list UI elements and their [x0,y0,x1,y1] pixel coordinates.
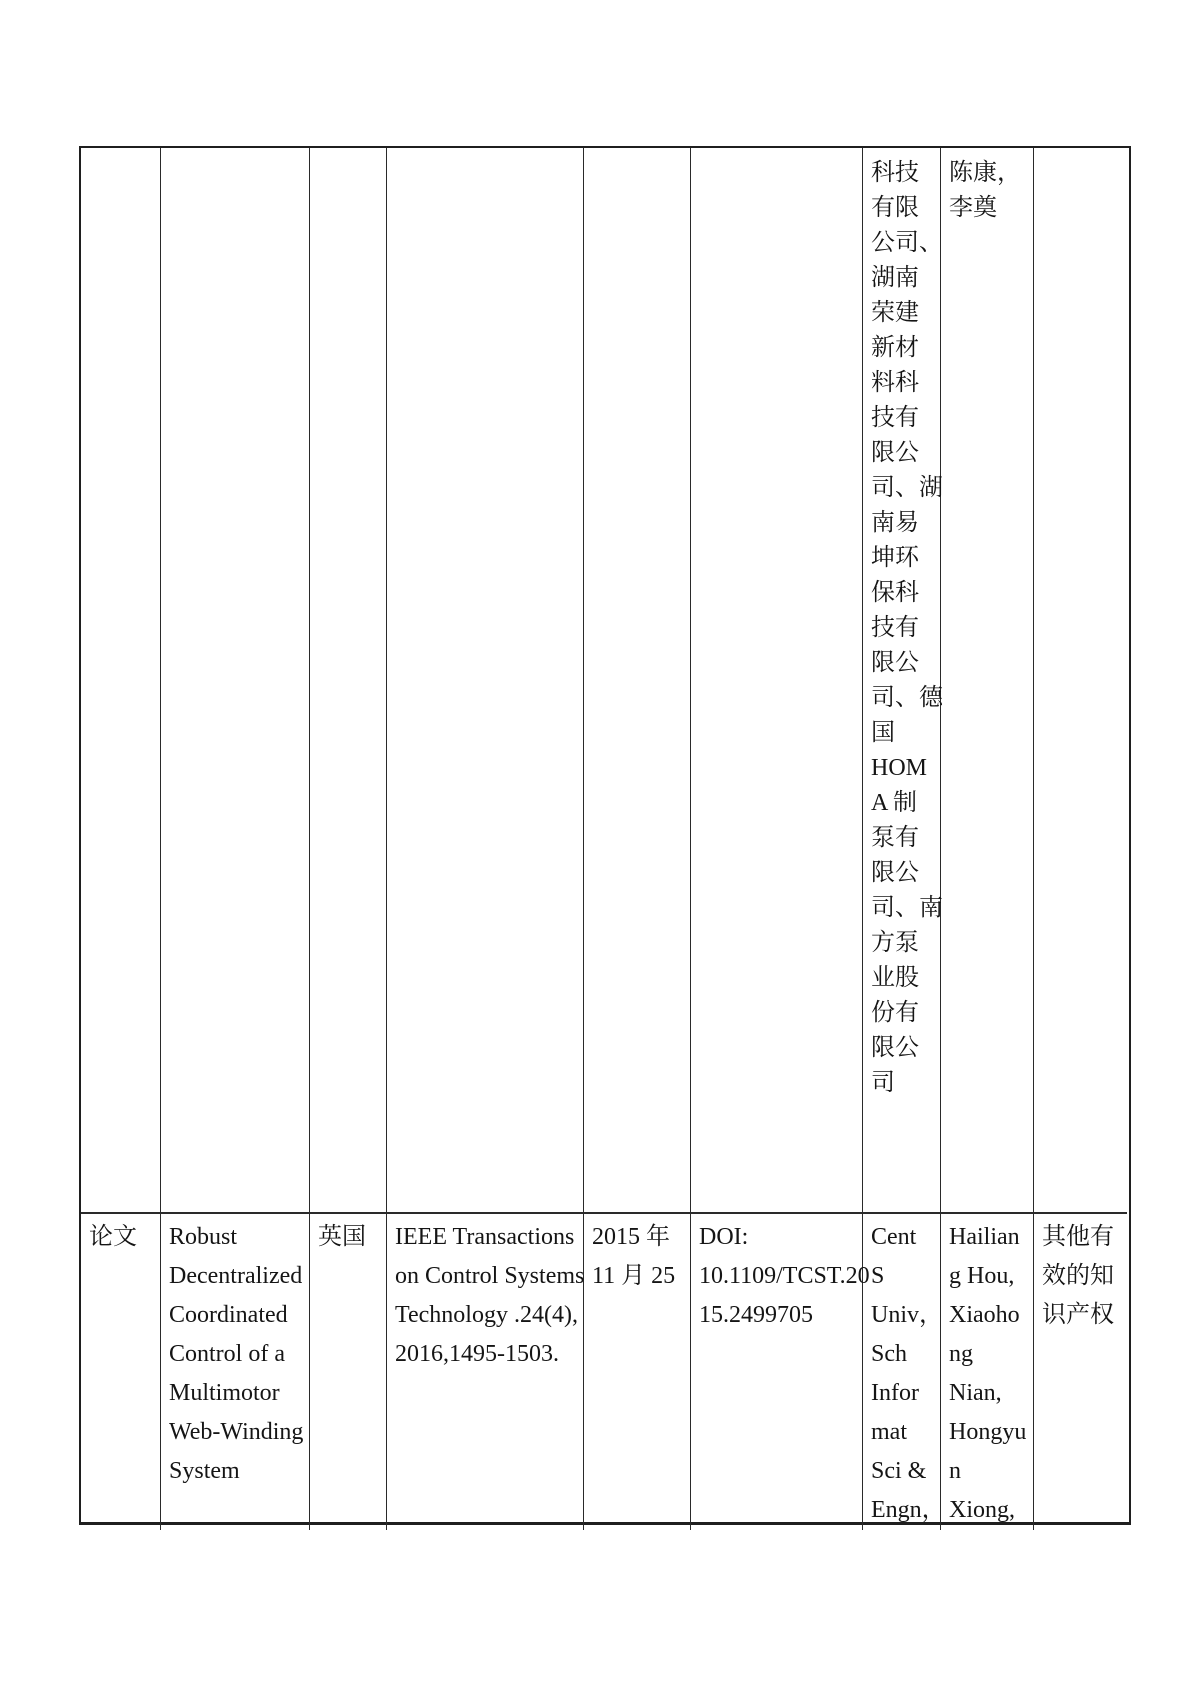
row2-date-cell: 2015 年 11 月 25 [584,1214,691,1530]
row1-country-cell [310,148,387,1214]
row2-type-cell: 论文 [81,1214,161,1530]
row2-journal-cell: IEEE Transactions on Control Systems Technology .24(4), 2016,1495-1503. [387,1214,584,1530]
row2-authors-cell: Hailian g Hou, Xiaoho ng Nian, Hongyu n Xiong, [941,1214,1034,1530]
row1-patent-holder-cell: 科技 有限 公司、 湖南 荣建 新材 料科 技有 限公 司、湖 南易 坤环 保科 技有 限公 司、德 国 HOM A 制 泵有 限公 司、南 方泵 业股 份有 限公 司 [863,148,941,1214]
row2-affiliation-cell: Cent S Univ， Sch Infor mat Sci & Engn， [863,1214,941,1530]
row2-ip-category-cell: 其他有 效的知 识产权 [1042,1224,1114,1328]
row1-date-cell [584,148,691,1214]
row2-title-cell: Robust Decentralized Coordinated Control of a Multimotor Web-Winding System [161,1214,310,1530]
row1-inventors-cell: 陈康， 李奠 [941,148,1034,1214]
row1-ip-category-cell [1034,148,1127,1214]
row1-type-cell [81,148,161,1214]
ip-achievements-table [79,146,1131,1525]
row2-doi-cell: DOI: 10.1109/TCST.20 15.2499705 [691,1214,863,1530]
row1-journal-cell [387,148,584,1214]
row1-doi-cell [691,148,863,1214]
row1-title-cell [161,148,310,1214]
row2-country-cell: 英国 [310,1214,387,1530]
